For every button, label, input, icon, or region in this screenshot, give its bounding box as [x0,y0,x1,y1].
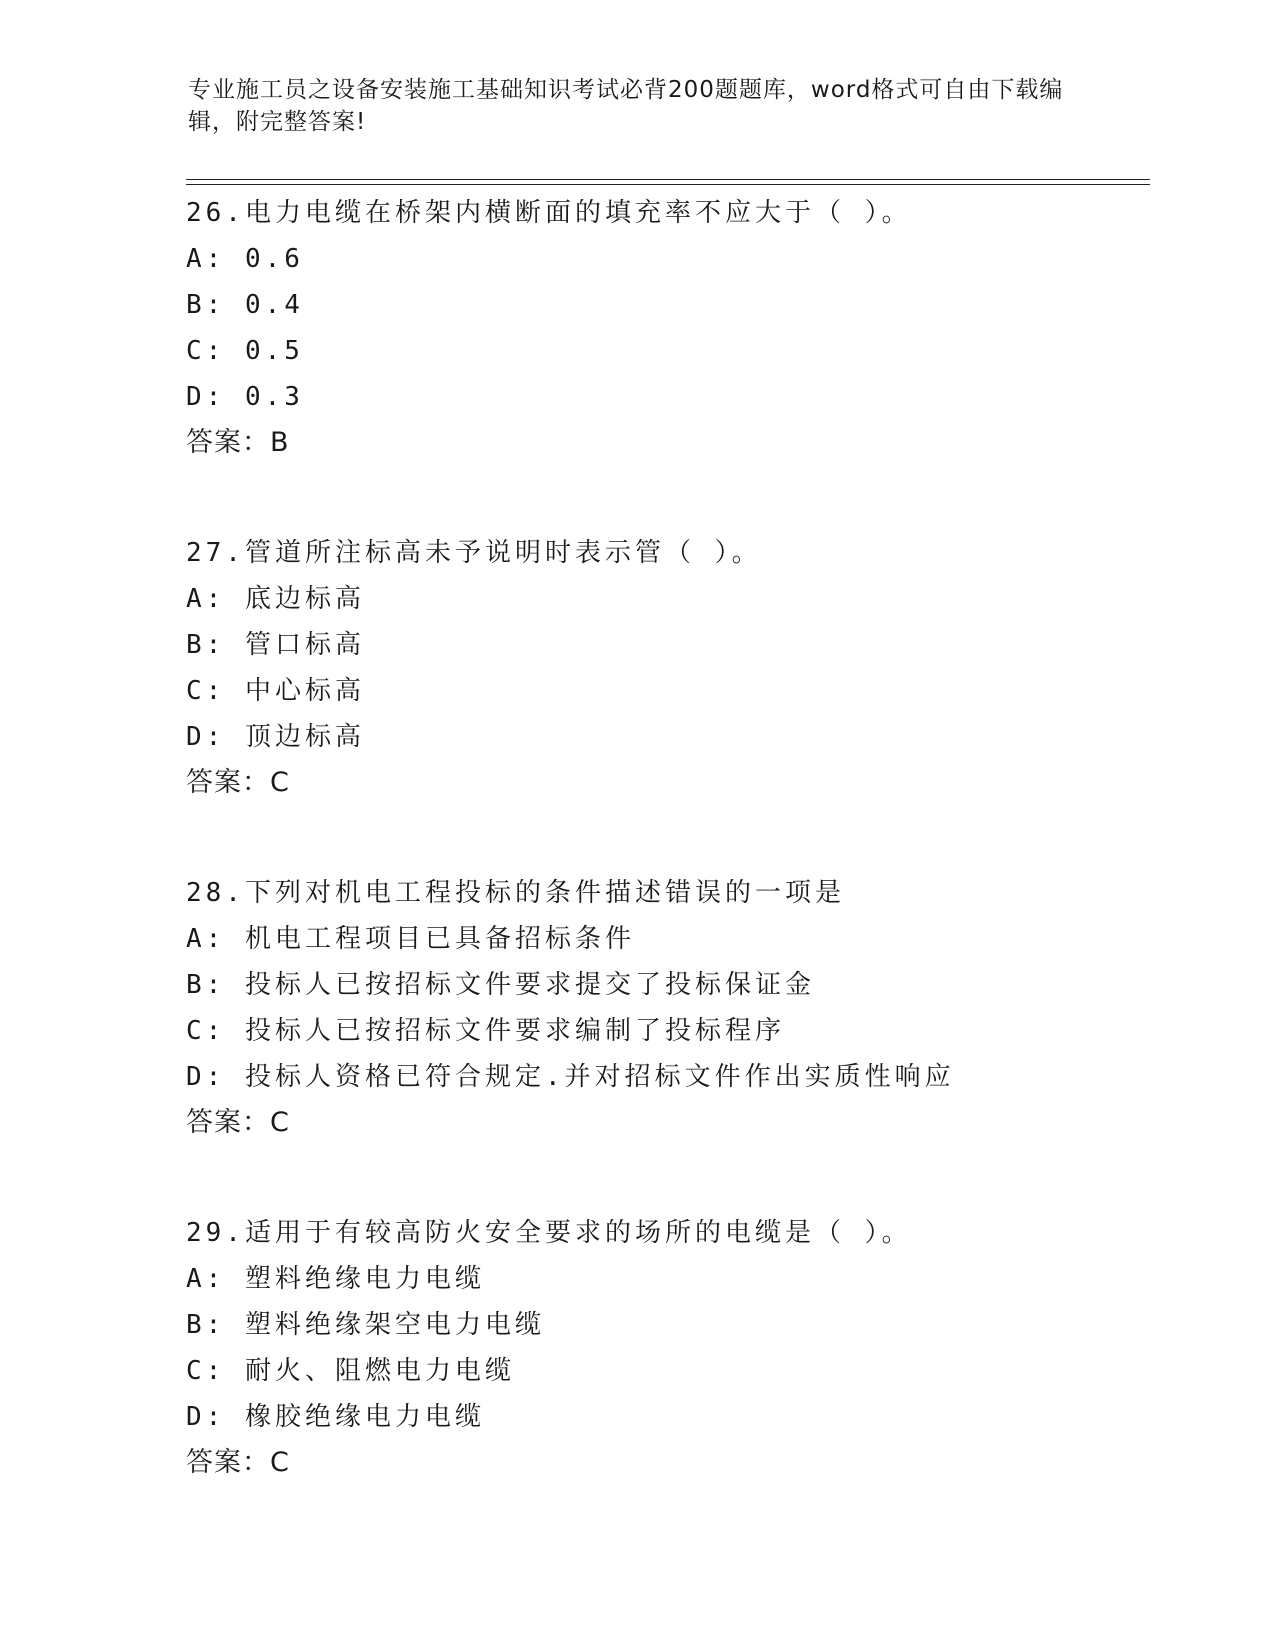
option-d: D: 顶边标高 [186,722,365,752]
option-b: B: 管口标高 [186,630,365,660]
question-29 [186,1210,1146,1486]
option-c: C: 耐火、阻燃电力电缆 [186,1356,515,1386]
option-c: C: 0.5 [186,336,304,366]
option-d: D: 橡胶绝缘电力电缆 [186,1402,485,1432]
question-stem: 28.下列对机电工程投标的条件描述错误的一项是 [186,878,845,908]
option-a: A: 塑料绝缘电力电缆 [186,1264,485,1294]
document-title: 专业施工员之设备安装施工基础知识考试必背200题题库，word格式可自由下载编辑，附完整答案! [188,77,1064,135]
header-divider-bottom [186,184,1150,185]
answer-line: 答案：C [186,1107,290,1138]
question-28 [186,870,1146,1146]
option-d: D: 0.3 [186,382,304,412]
question-27 [186,530,1146,806]
answer-line: 答案：B [186,427,290,458]
option-c: C: 中心标高 [186,676,365,706]
option-c: C: 投标人已按招标文件要求编制了投标程序 [186,1016,785,1046]
answer-line: 答案：C [186,1447,290,1478]
option-a: A: 0.6 [186,244,304,274]
question-stem: 29.适用于有较高防火安全要求的场所的电缆是（ ）。 [186,1218,912,1248]
option-b: B: 0.4 [186,290,304,320]
question-list [186,190,1146,1550]
header-divider-top [186,179,1150,180]
question-stem: 27.管道所注标高未予说明时表示管（ ）。 [186,538,762,568]
question-stem: 26.电力电缆在桥架内横断面的填充率不应大于（ ）。 [186,198,912,228]
option-b: B: 投标人已按招标文件要求提交了投标保证金 [186,970,815,1000]
option-d: D: 投标人资格已符合规定.并对招标文件作出实质性响应 [186,1062,955,1092]
question-26 [186,190,1146,466]
option-a: A: 底边标高 [186,584,365,614]
answer-line: 答案：C [186,767,290,798]
document-header [188,74,1068,138]
option-a: A: 机电工程项目已具备招标条件 [186,924,635,954]
option-b: B: 塑料绝缘架空电力电缆 [186,1310,545,1340]
